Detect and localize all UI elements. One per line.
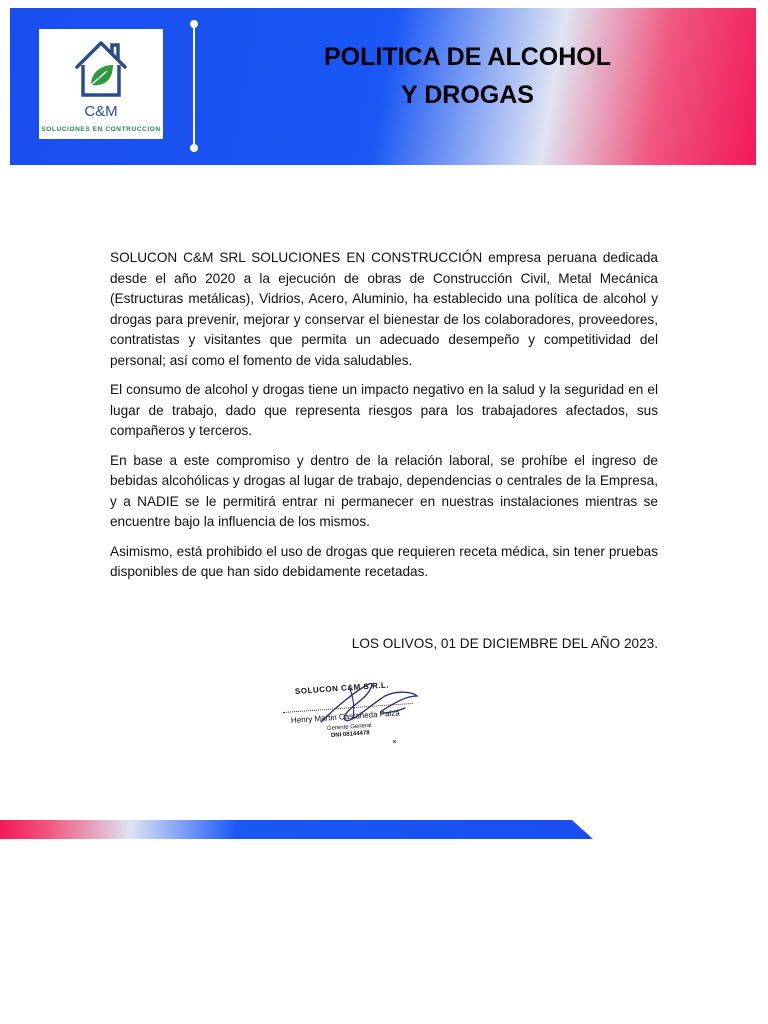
title-line-1: POLITICA DE ALCOHOL bbox=[323, 43, 612, 71]
signature-stamp bbox=[265, 666, 431, 758]
header-banner bbox=[10, 8, 756, 165]
divider-dot-top bbox=[190, 20, 198, 28]
company-logo bbox=[39, 29, 163, 139]
date-line: LOS OLIVOS, 01 DE DICIEMBRE DEL AÑO 2023. bbox=[351, 636, 658, 651]
paragraph-3: En base a este compromiso y dentro de la relación laboral, se prohíbe el ingreso de bebidas alcohólicas y drogas al lugar de trabajo, dependencias o centrales de la Empresa, y a NADIE se le permitirá entrar ni permanecer en nuestras instalaciones mientras se encuentre bajo la influencia de los mismos. bbox=[110, 452, 658, 529]
handwritten-signature bbox=[265, 666, 431, 758]
logo-subtitle: SOLUCIONES EN CONTRUCCION bbox=[41, 126, 161, 133]
policy-body bbox=[110, 248, 658, 592]
paragraph-1: SOLUCON C&M SRL SOLUCIONES EN CONSTRUCCIÓN empresa peruana dedicada desde el año 2020 a la ejecución de obras de Construcción Civil, Metal Mecánica (Estructuras metálicas), Vidrios, Acero, Aluminio, ha establecido una política de alcohol y drogas para prevenir, mejorar y conservar el bienestar de los colaboradores, proveedores, contratistas y visitantes que permita un adecuado desempeño y competitividad del personal; así como el fomento de vida saludables. bbox=[110, 250, 658, 368]
footer-band bbox=[0, 820, 768, 840]
paragraph-4: Asimismo, está prohibido el uso de drogas que requieren receta médica, sin tener pruebas disponibles de que han sido debidamente recetadas. bbox=[110, 543, 658, 579]
divider-dot-bottom bbox=[190, 144, 198, 152]
header-divider bbox=[193, 24, 195, 148]
house-leaf-icon bbox=[73, 37, 129, 103]
logo-text: C&M bbox=[84, 103, 118, 120]
signature-role: Gerente General bbox=[326, 722, 372, 732]
signature-company: SOLUCON C&M S.R.L. bbox=[294, 680, 390, 696]
page-title bbox=[290, 38, 645, 114]
title-line-2: Y DROGAS bbox=[401, 81, 534, 109]
signature-name: Henry Martin Castañeda Palza bbox=[290, 708, 401, 725]
paragraph-2: El consumo de alcohol y drogas tiene un impacto negativo en la salud y la seguridad en el lugar de trabajo, dado que representa riesgos para los trabajadores afectados, sus compañeros y terceros. bbox=[110, 382, 658, 438]
signature-dni: DNI 08144478 bbox=[330, 730, 370, 739]
